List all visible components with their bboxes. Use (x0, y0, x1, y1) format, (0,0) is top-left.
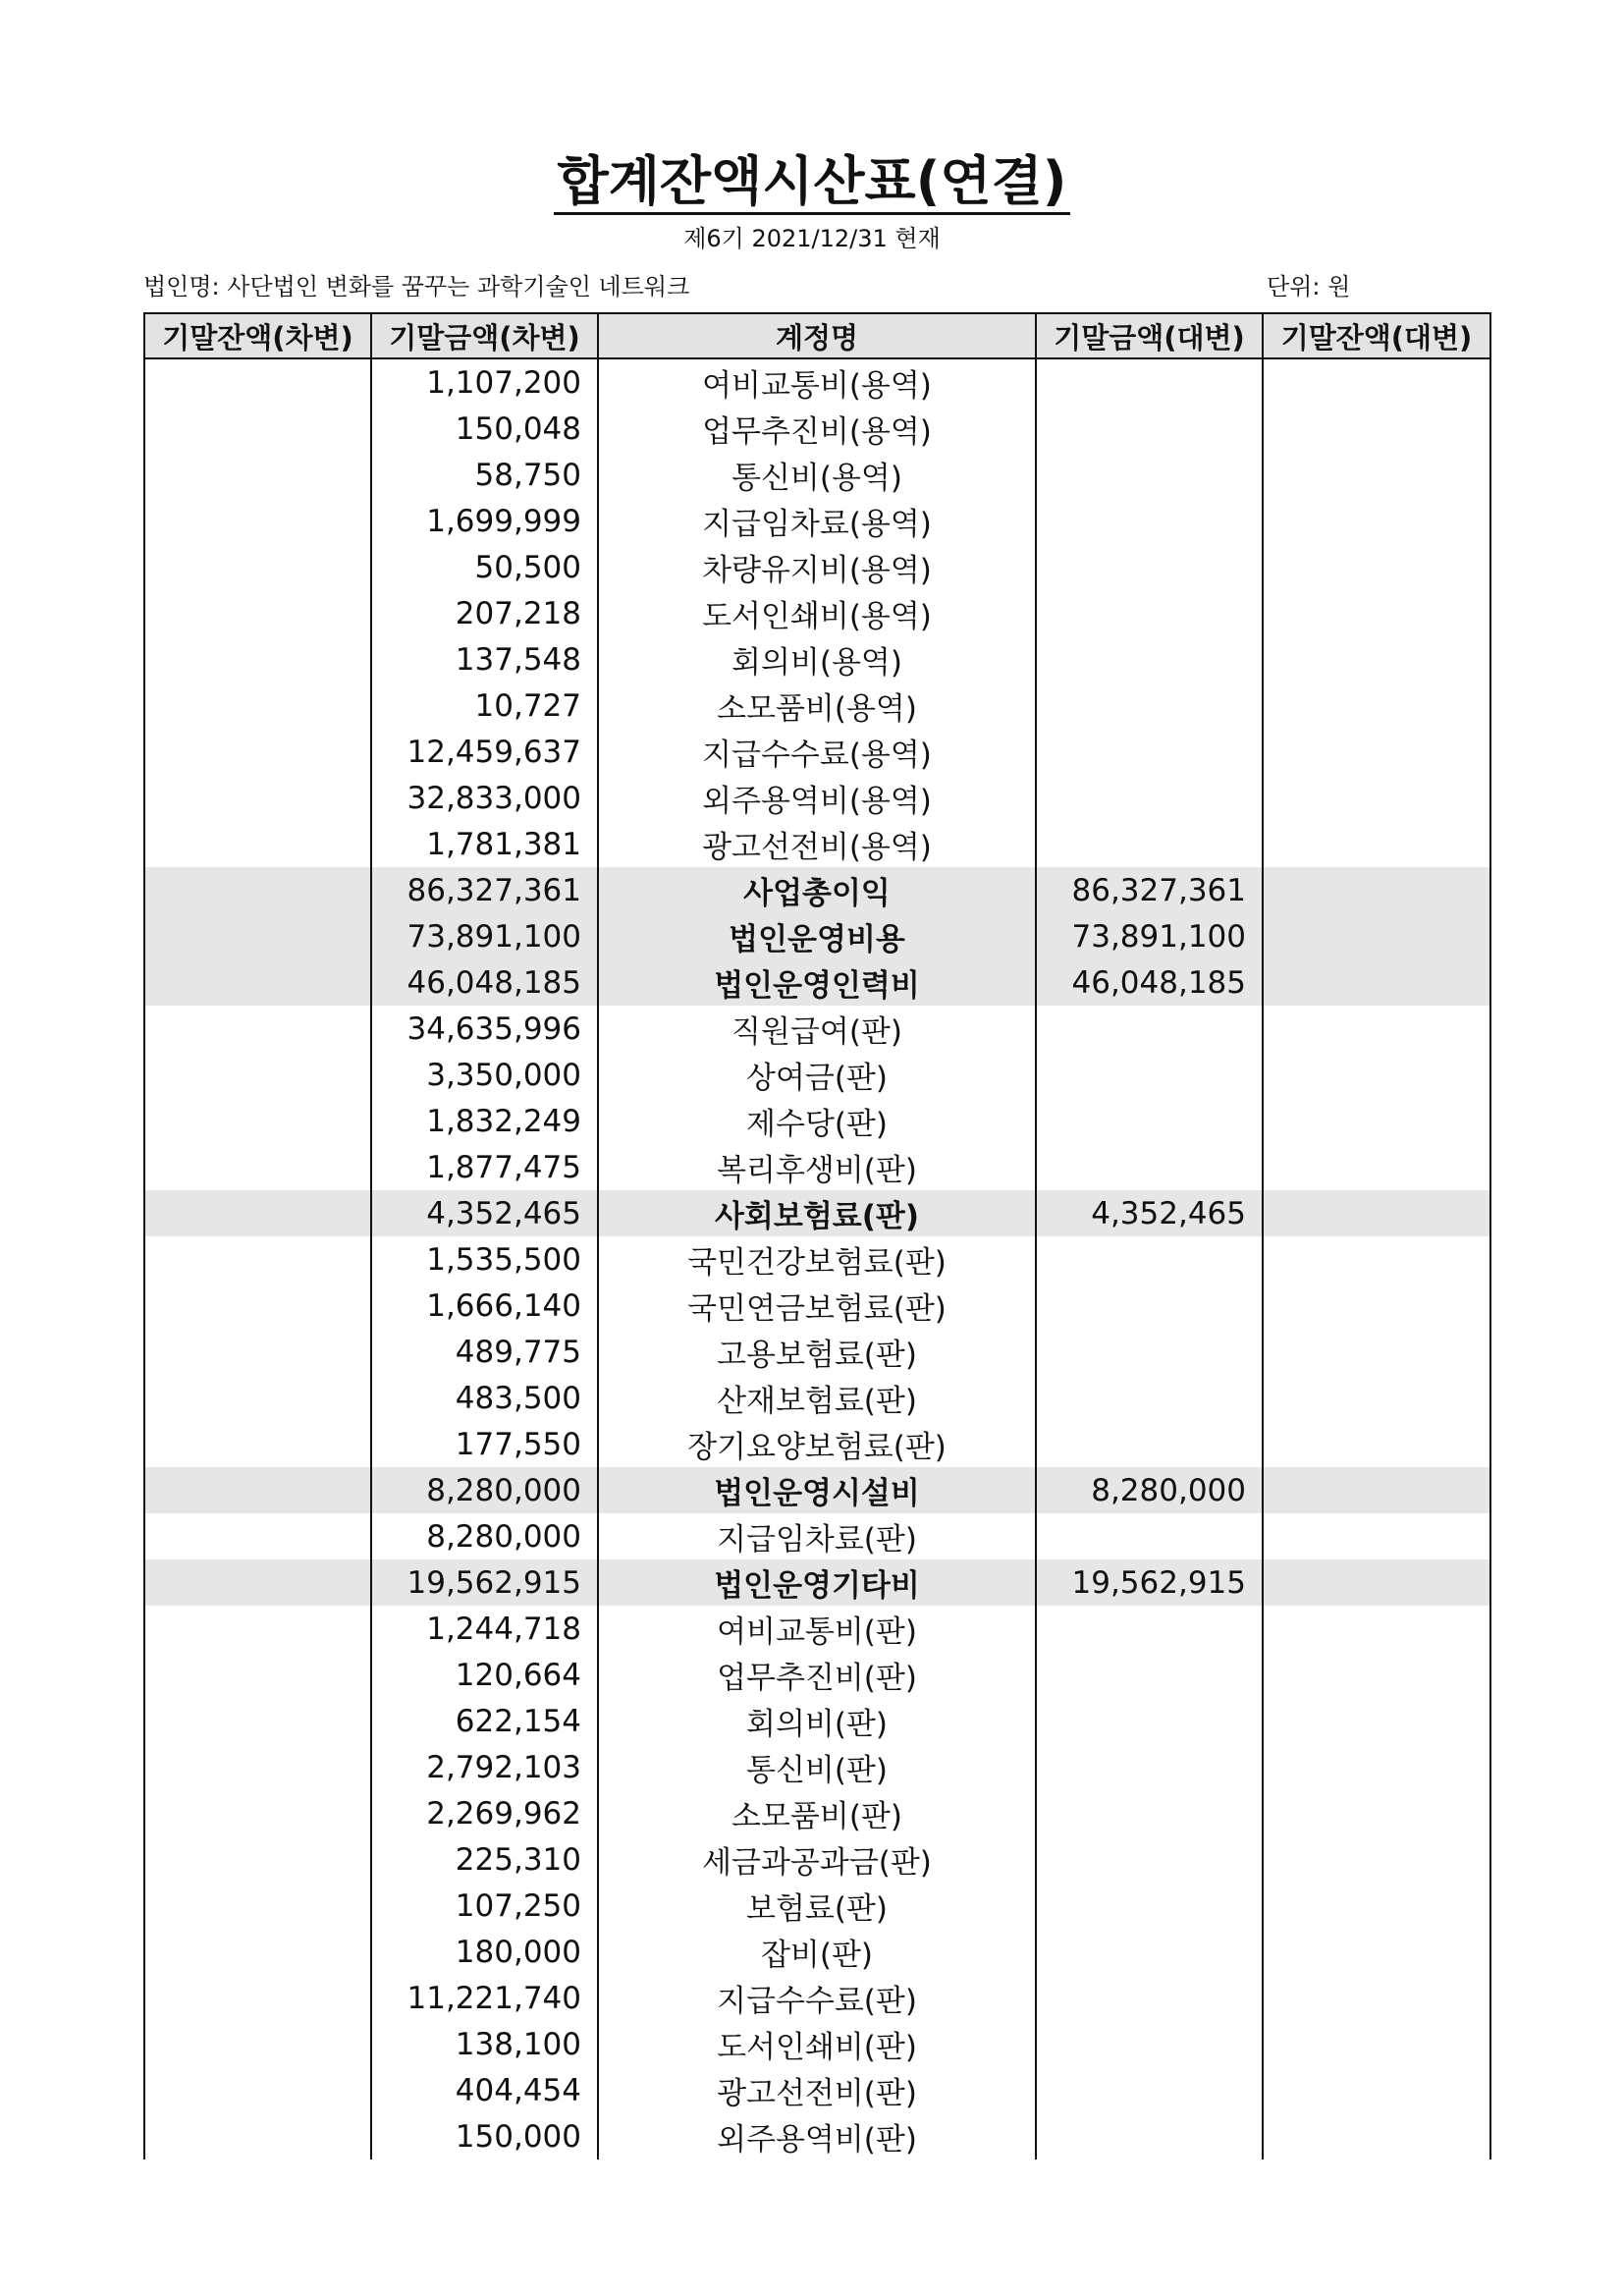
table-row (144, 1421, 1490, 1467)
cell-debit-balance (144, 683, 371, 729)
cell-account-name: 지급임차료(판) (598, 1513, 1036, 1559)
table-row (144, 1190, 1490, 1236)
cell-credit-balance (1263, 1606, 1490, 1652)
cell-debit-balance (144, 1467, 371, 1513)
cell-credit-amount (1036, 1421, 1263, 1467)
cell-debit-balance (144, 1144, 371, 1190)
cell-account-name: 도서인쇄비(용역) (598, 590, 1036, 636)
cell-account-name: 소모품비(용역) (598, 683, 1036, 729)
cell-debit-amount: 2,792,103 (371, 1744, 598, 1790)
table-row (144, 1606, 1490, 1652)
cell-debit-balance (144, 1698, 371, 1744)
cell-credit-amount (1036, 1006, 1263, 1052)
cell-credit-balance (1263, 2021, 1490, 2067)
cell-account-name: 법인운영비용 (598, 913, 1036, 959)
cell-debit-amount: 2,269,962 (371, 1790, 598, 1836)
cell-debit-balance (144, 1606, 371, 1652)
cell-account-name: 회의비(판) (598, 1698, 1036, 1744)
unit-label: 단위: 원 (1267, 273, 1351, 301)
cell-credit-amount (1036, 1929, 1263, 1975)
cell-credit-amount (1036, 590, 1263, 636)
cell-debit-balance (144, 1375, 371, 1421)
cell-credit-amount (1036, 358, 1263, 406)
table-row (144, 1790, 1490, 1836)
cell-debit-amount: 150,048 (371, 406, 598, 452)
table-row (144, 1929, 1490, 1975)
cell-debit-amount: 34,635,996 (371, 1006, 598, 1052)
cell-debit-amount: 622,154 (371, 1698, 598, 1744)
cell-account-name: 국민건강보험료(판) (598, 1236, 1036, 1283)
cell-credit-amount (1036, 1698, 1263, 1744)
cell-account-name: 광고선전비(판) (598, 2067, 1036, 2113)
cell-account-name: 지급수수료(판) (598, 1975, 1036, 2021)
cell-debit-amount: 138,100 (371, 2021, 598, 2067)
cell-credit-amount: 19,562,915 (1036, 1559, 1263, 1606)
cell-credit-balance (1263, 498, 1490, 544)
cell-debit-amount: 1,535,500 (371, 1236, 598, 1283)
cell-debit-amount: 32,833,000 (371, 775, 598, 821)
cell-account-name: 제수당(판) (598, 1098, 1036, 1144)
cell-account-name: 외주용역비(판) (598, 2113, 1036, 2159)
cell-credit-amount (1036, 2021, 1263, 2067)
cell-account-name: 국민연금보험료(판) (598, 1283, 1036, 1329)
cell-debit-amount: 150,000 (371, 2113, 598, 2159)
cell-credit-amount (1036, 1975, 1263, 2021)
cell-debit-balance (144, 2021, 371, 2067)
cell-debit-balance (144, 959, 371, 1006)
table-row (144, 2021, 1490, 2067)
cell-credit-amount (1036, 821, 1263, 867)
cell-debit-amount: 1,107,200 (371, 358, 598, 406)
cell-debit-balance (144, 498, 371, 544)
cell-credit-balance (1263, 1236, 1490, 1283)
cell-credit-amount (1036, 1329, 1263, 1375)
cell-debit-balance (144, 1975, 371, 2021)
cell-credit-balance (1263, 1929, 1490, 1975)
table-row (144, 1006, 1490, 1052)
column-header-credit-amount: 기말금액(대변) (1036, 313, 1263, 358)
table-row (144, 452, 1490, 498)
cell-credit-balance (1263, 1698, 1490, 1744)
cell-credit-balance (1263, 1559, 1490, 1606)
cell-account-name: 소모품비(판) (598, 1790, 1036, 1836)
document-title-text: 합계잔액시산표(연결) (554, 150, 1071, 215)
cell-credit-balance (1263, 729, 1490, 775)
cell-debit-amount: 137,548 (371, 636, 598, 683)
table-row (144, 406, 1490, 452)
cell-credit-amount: 4,352,465 (1036, 1190, 1263, 1236)
cell-account-name: 도서인쇄비(판) (598, 2021, 1036, 2067)
cell-credit-amount (1036, 1236, 1263, 1283)
cell-debit-amount: 120,664 (371, 1652, 598, 1698)
cell-credit-balance (1263, 775, 1490, 821)
table-row (144, 1052, 1490, 1098)
cell-credit-amount (1036, 1283, 1263, 1329)
cell-debit-amount: 10,727 (371, 683, 598, 729)
cell-credit-amount (1036, 2113, 1263, 2159)
cell-account-name: 외주용역비(용역) (598, 775, 1036, 821)
period-label: 제6기 2021/12/31 현재 (683, 225, 941, 252)
cell-account-name: 장기요양보험료(판) (598, 1421, 1036, 1467)
cell-credit-balance (1263, 1190, 1490, 1236)
cell-debit-amount: 4,352,465 (371, 1190, 598, 1236)
cell-account-name: 직원급여(판) (598, 1006, 1036, 1052)
cell-credit-amount (1036, 1790, 1263, 1836)
table-row (144, 1836, 1490, 1883)
cell-credit-balance (1263, 636, 1490, 683)
cell-credit-amount (1036, 452, 1263, 498)
table-row (144, 1513, 1490, 1559)
cell-credit-balance (1263, 913, 1490, 959)
cell-debit-amount: 73,891,100 (371, 913, 598, 959)
table-row (144, 775, 1490, 821)
table-row (144, 1698, 1490, 1744)
cell-account-name: 회의비(용역) (598, 636, 1036, 683)
cell-debit-amount: 483,500 (371, 1375, 598, 1421)
cell-debit-balance (144, 867, 371, 913)
cell-account-name: 산재보험료(판) (598, 1375, 1036, 1421)
cell-credit-amount (1036, 2067, 1263, 2113)
table-row (144, 1559, 1490, 1606)
table-row (144, 1744, 1490, 1790)
cell-debit-amount: 1,781,381 (371, 821, 598, 867)
cell-debit-balance (144, 1098, 371, 1144)
cell-debit-balance (144, 452, 371, 498)
cell-debit-amount: 177,550 (371, 1421, 598, 1467)
cell-debit-balance (144, 1421, 371, 1467)
table-header-row (144, 313, 1490, 358)
cell-account-name: 보험료(판) (598, 1883, 1036, 1929)
cell-debit-balance (144, 1283, 371, 1329)
cell-debit-balance (144, 1836, 371, 1883)
cell-credit-amount (1036, 683, 1263, 729)
cell-debit-amount: 404,454 (371, 2067, 598, 2113)
table-row (144, 821, 1490, 867)
cell-account-name: 통신비(판) (598, 1744, 1036, 1790)
cell-credit-amount (1036, 1098, 1263, 1144)
cell-debit-balance (144, 1559, 371, 1606)
cell-credit-balance (1263, 1790, 1490, 1836)
cell-debit-balance (144, 1744, 371, 1790)
cell-credit-balance (1263, 1098, 1490, 1144)
cell-credit-balance (1263, 1883, 1490, 1929)
cell-credit-balance (1263, 1006, 1490, 1052)
cell-debit-balance (144, 406, 371, 452)
cell-account-name: 법인운영기타비 (598, 1559, 1036, 1606)
cell-credit-balance (1263, 1836, 1490, 1883)
cell-credit-amount (1036, 729, 1263, 775)
cell-debit-balance (144, 358, 371, 406)
table-body (144, 358, 1490, 2159)
cell-credit-amount (1036, 1836, 1263, 1883)
cell-account-name: 업무추진비(판) (598, 1652, 1036, 1698)
cell-credit-balance (1263, 2067, 1490, 2113)
cell-credit-amount (1036, 1606, 1263, 1652)
cell-credit-balance (1263, 1144, 1490, 1190)
table-row (144, 2113, 1490, 2159)
table-row (144, 1098, 1490, 1144)
table-row (144, 683, 1490, 729)
table-row (144, 1975, 1490, 2021)
cell-credit-balance (1263, 2113, 1490, 2159)
cell-account-name: 잡비(판) (598, 1929, 1036, 1975)
table-row (144, 867, 1490, 913)
cell-debit-amount: 107,250 (371, 1883, 598, 1929)
cell-credit-amount (1036, 544, 1263, 590)
table-row (144, 1144, 1490, 1190)
column-header-debit-amount: 기말금액(차변) (371, 313, 598, 358)
cell-debit-balance (144, 2067, 371, 2113)
cell-credit-amount (1036, 406, 1263, 452)
cell-credit-amount: 73,891,100 (1036, 913, 1263, 959)
cell-debit-amount: 50,500 (371, 544, 598, 590)
cell-account-name: 법인운영시설비 (598, 1467, 1036, 1513)
cell-account-name: 법인운영인력비 (598, 959, 1036, 1006)
cell-debit-amount: 19,562,915 (371, 1559, 598, 1606)
cell-account-name: 여비교통비(용역) (598, 358, 1036, 406)
cell-credit-amount (1036, 775, 1263, 821)
cell-debit-amount: 1,699,999 (371, 498, 598, 544)
cell-credit-amount: 86,327,361 (1036, 867, 1263, 913)
cell-account-name: 업무추진비(용역) (598, 406, 1036, 452)
cell-debit-balance (144, 2113, 371, 2159)
cell-debit-balance (144, 1236, 371, 1283)
cell-debit-amount: 180,000 (371, 1929, 598, 1975)
table-row (144, 1236, 1490, 1283)
cell-debit-balance (144, 821, 371, 867)
cell-credit-amount: 46,048,185 (1036, 959, 1263, 1006)
cell-credit-balance (1263, 1513, 1490, 1559)
table-row (144, 1329, 1490, 1375)
cell-credit-balance (1263, 358, 1490, 406)
cell-credit-balance (1263, 821, 1490, 867)
cell-credit-amount (1036, 1744, 1263, 1790)
cell-account-name: 사회보험료(판) (598, 1190, 1036, 1236)
cell-debit-amount: 8,280,000 (371, 1467, 598, 1513)
cell-debit-balance (144, 1883, 371, 1929)
cell-credit-amount (1036, 1375, 1263, 1421)
table-row (144, 1375, 1490, 1421)
column-header-debit-balance: 기말잔액(차변) (144, 313, 371, 358)
cell-debit-amount: 8,280,000 (371, 1513, 598, 1559)
cell-credit-balance (1263, 1329, 1490, 1375)
cell-debit-amount: 207,218 (371, 590, 598, 636)
cell-debit-amount: 3,350,000 (371, 1052, 598, 1098)
cell-credit-balance (1263, 544, 1490, 590)
cell-debit-balance (144, 775, 371, 821)
table-row (144, 959, 1490, 1006)
cell-debit-amount: 489,775 (371, 1329, 598, 1375)
cell-credit-amount (1036, 498, 1263, 544)
cell-debit-balance (144, 729, 371, 775)
table-row (144, 590, 1490, 636)
table-row (144, 729, 1490, 775)
table-row (144, 498, 1490, 544)
cell-account-name: 사업총이익 (598, 867, 1036, 913)
table-row (144, 1652, 1490, 1698)
cell-debit-amount: 1,244,718 (371, 1606, 598, 1652)
cell-debit-balance (144, 913, 371, 959)
cell-credit-balance (1263, 867, 1490, 913)
table-row (144, 913, 1490, 959)
cell-credit-amount (1036, 1652, 1263, 1698)
cell-credit-amount (1036, 1883, 1263, 1929)
cell-account-name: 고용보험료(판) (598, 1329, 1036, 1375)
cell-debit-amount: 225,310 (371, 1836, 598, 1883)
cell-account-name: 광고선전비(용역) (598, 821, 1036, 867)
cell-credit-balance (1263, 1283, 1490, 1329)
cell-debit-balance (144, 1790, 371, 1836)
table-row (144, 1883, 1490, 1929)
column-header-credit-balance: 기말잔액(대변) (1263, 313, 1490, 358)
cell-credit-balance (1263, 1375, 1490, 1421)
cell-credit-amount (1036, 1513, 1263, 1559)
cell-credit-balance (1263, 1421, 1490, 1467)
cell-credit-balance (1263, 1744, 1490, 1790)
cell-credit-balance (1263, 590, 1490, 636)
cell-debit-balance (144, 1190, 371, 1236)
cell-account-name: 세금과공과금(판) (598, 1836, 1036, 1883)
cell-debit-balance (144, 1929, 371, 1975)
cell-debit-amount: 58,750 (371, 452, 598, 498)
cell-debit-balance (144, 1052, 371, 1098)
cell-debit-amount: 1,666,140 (371, 1283, 598, 1329)
table-row (144, 2067, 1490, 2113)
cell-debit-balance (144, 636, 371, 683)
cell-debit-balance (144, 590, 371, 636)
cell-credit-amount: 8,280,000 (1036, 1467, 1263, 1513)
cell-credit-balance (1263, 959, 1490, 1006)
document-title (0, 147, 1624, 216)
cell-account-name: 통신비(용역) (598, 452, 1036, 498)
table-row (144, 1467, 1490, 1513)
cell-credit-balance (1263, 1467, 1490, 1513)
cell-debit-balance (144, 1329, 371, 1375)
cell-debit-amount: 12,459,637 (371, 729, 598, 775)
table-row (144, 544, 1490, 590)
cell-debit-amount: 11,221,740 (371, 1975, 598, 2021)
trial-balance-table (143, 312, 1491, 2159)
cell-account-name: 지급임차료(용역) (598, 498, 1036, 544)
cell-account-name: 차량유지비(용역) (598, 544, 1036, 590)
cell-credit-balance (1263, 1652, 1490, 1698)
cell-account-name: 지급수수료(용역) (598, 729, 1036, 775)
table-row (144, 636, 1490, 683)
cell-credit-balance (1263, 683, 1490, 729)
cell-debit-amount: 1,877,475 (371, 1144, 598, 1190)
cell-credit-balance (1263, 1975, 1490, 2021)
company-label: 법인명: 사단법인 변화를 꿈꾸는 과학기술인 네트워크 (143, 273, 690, 301)
cell-credit-amount (1036, 1052, 1263, 1098)
cell-account-name: 복리후생비(판) (598, 1144, 1036, 1190)
cell-debit-amount: 86,327,361 (371, 867, 598, 913)
cell-account-name: 여비교통비(판) (598, 1606, 1036, 1652)
cell-debit-amount: 1,832,249 (371, 1098, 598, 1144)
table-row (144, 1283, 1490, 1329)
column-header-account-name: 계정명 (598, 313, 1036, 358)
cell-debit-balance (144, 1513, 371, 1559)
cell-account-name: 상여금(판) (598, 1052, 1036, 1098)
cell-credit-balance (1263, 406, 1490, 452)
cell-credit-balance (1263, 452, 1490, 498)
cell-debit-balance (144, 1652, 371, 1698)
cell-debit-balance (144, 544, 371, 590)
cell-credit-amount (1036, 636, 1263, 683)
cell-credit-amount (1036, 1144, 1263, 1190)
table-row (144, 358, 1490, 406)
cell-debit-amount: 46,048,185 (371, 959, 598, 1006)
cell-debit-balance (144, 1006, 371, 1052)
cell-credit-balance (1263, 1052, 1490, 1098)
